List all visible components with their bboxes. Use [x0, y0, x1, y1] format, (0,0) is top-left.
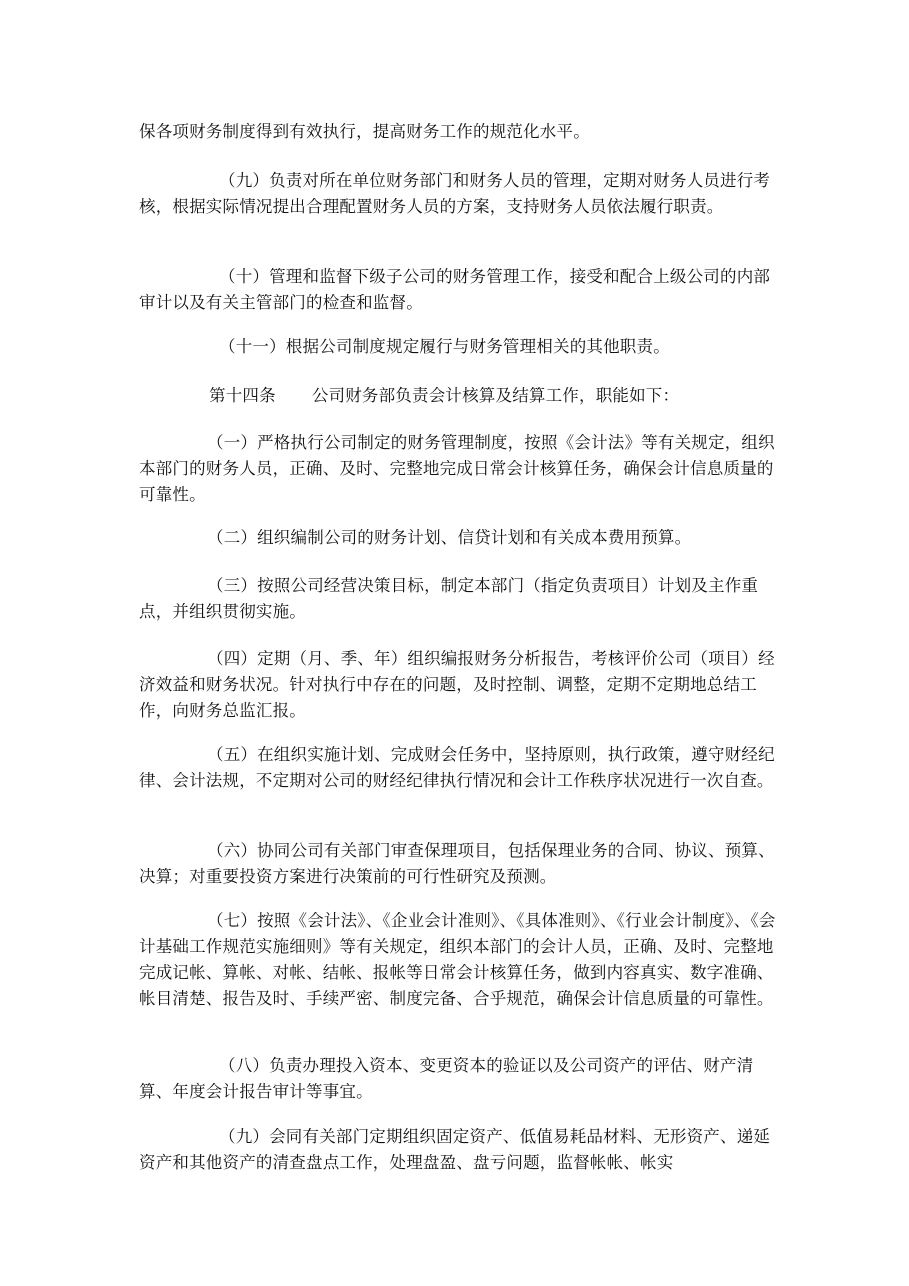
article-text: 公司财务部负责会计核算及结算工作，职能如下：	[311, 386, 680, 405]
paragraph-item-8: （八）负责办理投入资本、变更资本的验证以及公司资产的评估、财产清算、年度会计报告审计等事宜。	[139, 1056, 754, 1101]
paragraph-item-11: （十一）根据公司制度规定履行与财务管理相关的其他职责。	[219, 337, 670, 356]
paragraph-item-6: （六）协同公司有关部门审查保理项目，包括保理业务的合同、协议、预算、决算；对重要投资方案进行决策前的可行性研究及预测。	[139, 841, 775, 886]
paragraph-item-7: （七）按照《会计法》、《企业会计准则》、《具体准则》、《行业会计制度》、《会计基础工作规范实施细则》等有关规定，组织本部门的会计人员，正确、及时、完整地完成记帐、算帐、对帐、结帐、报帐等日常会计核算任务，做到内容真实、数字准确、帐目清楚、报告及时、手续严密、制度完备、合乎规范，确保会计信息质量的可靠性。	[139, 911, 776, 1008]
paragraph-item-4: （四）定期（月、季、年）组织编报财务分析报告，考核评价公司（项目）经济效益和财务状况。针对执行中存在的问题，及时控制、调整，定期不定期地总结工作，向财务总监汇报。	[139, 649, 775, 720]
paragraph-item-10: （十）管理和监督下级子公司的财务管理工作，接受和配合上级公司的内部审计以及有关主管部门的检查和监督。	[139, 267, 771, 312]
paragraph-item-9: （九）负责对所在单位财务部门和财务人员的管理，定期对财务人员进行考核，根据实际情况提出合理配置财务人员的方案，支持财务人员依法履行职责。	[139, 171, 771, 216]
paragraph-item-3: （三）按照公司经营决策目标，制定本部门（指定负责项目）计划及主作重点，并组织贯彻实施。	[139, 576, 759, 621]
article-number: 第十四条	[209, 386, 276, 405]
paragraph-item-9b: （九）会同有关部门定期组织固定资产、低值易耗品材料、无形资产、递延资产和其他资产的清查盘点工作，处理盘盈、盘亏问题，监督帐帐、帐实	[139, 1127, 771, 1172]
paragraph-item-5: （五）在组织实施计划、完成财会任务中，坚持原则，执行政策，遵守财经纪律、会计法规，不定期对公司的财经纪律执行情况和会计工作秩序状况进行一次自查。	[139, 745, 775, 790]
paragraph-item-1: （一）严格执行公司制定的财务管理制度，按照《会计法》等有关规定，组织本部门的财务人员，正确、及时、完整地完成日常会计核算任务，确保会计信息质量的可靠性。	[139, 433, 775, 504]
paragraph-item-2: （二）组织编制公司的财务计划、信贷计划和有关成本费用预算。	[207, 528, 692, 547]
article-14-heading	[139, 383, 779, 409]
paragraph-continuation: 保各项财务制度得到有效执行，提高财务工作的规范化水平。	[139, 122, 590, 141]
